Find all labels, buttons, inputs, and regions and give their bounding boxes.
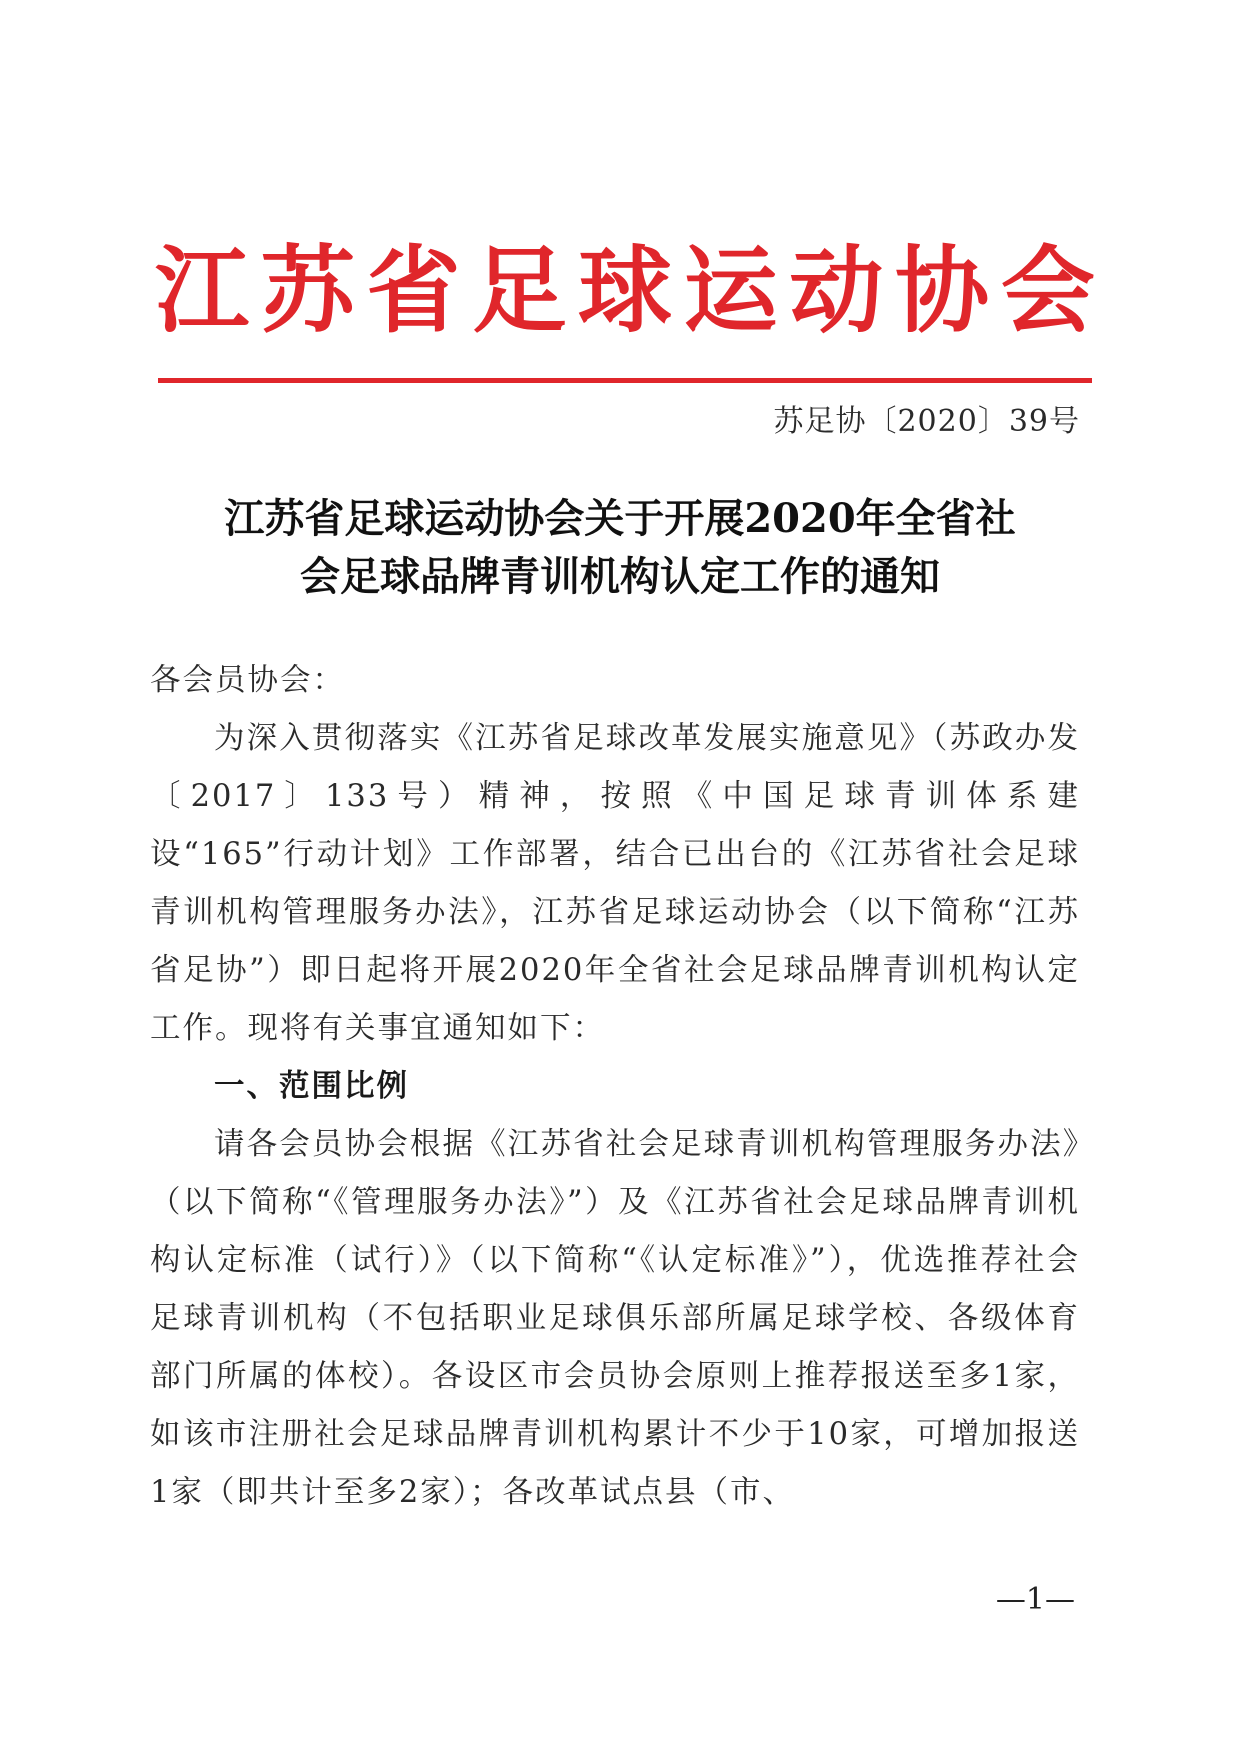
masthead-char: 协 [895, 237, 990, 346]
red-divider-rule [158, 378, 1092, 383]
masthead-char: 运 [683, 237, 778, 346]
masthead-char: 江 [155, 237, 250, 346]
masthead-char: 苏 [260, 237, 355, 346]
section-heading-scope: 一、范围比例 [214, 1069, 409, 1104]
masthead-char: 会 [1000, 237, 1095, 346]
masthead-char: 动 [789, 237, 884, 346]
masthead-char: 球 [577, 237, 672, 346]
masthead-char: 足 [472, 237, 567, 346]
page-number: —1— [995, 1582, 1075, 1617]
organization-masthead [155, 232, 1095, 352]
salutation: 各会员协会： [150, 663, 345, 698]
document-number: 苏足协〔2020〕39号 [773, 404, 1080, 439]
paragraph-scope: 请各会员协会根据《江苏省社会足球青训机构管理服务办法》（以下简称“《管理服务办法》”）及《江苏省社会足球品牌青训机构认定标准（试行）》（以下简称“《认定标准》”），优选推荐社会足球青训机构（不包括职业足球俱乐部所属足球学校、各级体育部门所属的体校）。各设区市会员协会原则上推荐报送至多1家，如该市注册社会足球品牌青训机构累计不少于10家，可增加报送1家（即共计至多2家）；各改革试点县（市、 [150, 1127, 1080, 1510]
paragraph-intro: 为深入贯彻落实《江苏省足球改革发展实施意见》（苏政办发〔2017〕133号）精神，按照《中国足球青训体系建设“165”行动计划》工作部署，结合已出台的《江苏省社会足球青训机构管理服务办法》，江苏省足球运动协会（以下简称“江苏省足协”）即日起将开展2020年全省社会足球品牌青训机构认定工作。现将有关事宜通知如下： [150, 721, 1080, 1046]
title-line-1: 江苏省足球运动协会关于开展2020年全省社 [224, 495, 1016, 542]
title-line-2: 会足球品牌青训机构认定工作的通知 [300, 553, 940, 600]
notice-body [150, 652, 1080, 1522]
notice-title [150, 490, 1090, 606]
masthead-char: 省 [366, 237, 461, 346]
